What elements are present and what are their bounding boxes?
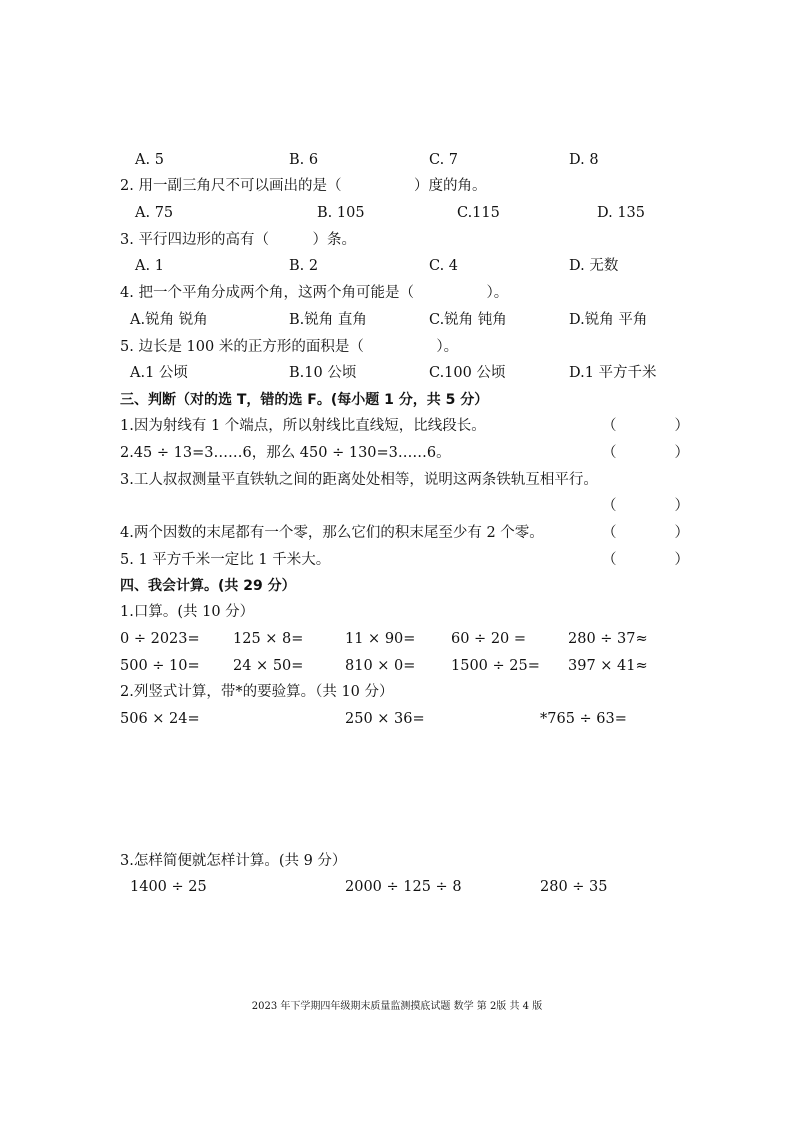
q5-option-b: B.10 公顷 [289, 365, 357, 381]
simple-calc-title: 3.怎样简便就怎样计算。(共 9 分） [120, 853, 347, 869]
oral-calc-r1-5: 280 ÷ 37≈ [568, 631, 648, 647]
vertical-calc-title: 2.列竖式计算，带*的要验算。（共 10 分） [120, 684, 394, 700]
q1-option-c: C. 7 [429, 152, 459, 168]
q2-stem: 2. 用一副三角尺不可以画出的是（ ）度的角。 [120, 178, 487, 194]
q2-option-b: B. 105 [317, 205, 365, 221]
judge-item-2: 2.45 ÷ 13=3……6，那么 450 ÷ 130=3……6。 [120, 445, 451, 461]
judge-answer-2: （ ） [602, 445, 689, 461]
oral-calc-title: 1.口算。(共 10 分） [120, 604, 255, 620]
oral-calc-r1-1: 0 ÷ 2023= [120, 631, 200, 647]
simple-calc-3: 280 ÷ 35 [540, 879, 608, 895]
q5-option-d: D.1 平方千米 [569, 365, 657, 381]
q5-option-a: A.1 公顷 [130, 365, 188, 381]
simple-calc-2: 2000 ÷ 125 ÷ 8 [345, 879, 462, 895]
vertical-calc-3: *765 ÷ 63= [540, 711, 627, 727]
section4-heading: 四、我会计算。(共 29 分） [120, 578, 296, 594]
q4-option-a: A.锐角 锐角 [130, 312, 208, 328]
oral-calc-r2-2: 24 × 50= [233, 658, 304, 674]
page-footer: 2023 年下学期四年级期末质量监测摸底试题 数学 第 2版 共 4 版 [251, 1001, 543, 1012]
judge-item-1: 1.因为射线有 1 个端点，所以射线比直线短，比线段长。 [120, 418, 486, 434]
judge-answer-1: （ ） [602, 418, 689, 434]
q1-option-b: B. 6 [289, 152, 319, 168]
judge-item-4: 4.两个因数的末尾都有一个零，那么它们的积末尾至少有 2 个零。 [120, 525, 544, 541]
judge-answer-5: （ ） [602, 552, 689, 568]
q4-option-c: C.锐角 钝角 [429, 312, 507, 328]
q3-option-c: C. 4 [429, 258, 459, 274]
q4-stem: 4. 把一个平角分成两个角，这两个角可能是（ ）。 [120, 285, 509, 301]
q3-option-a: A. 1 [135, 258, 164, 274]
oral-calc-r1-3: 11 × 90= [345, 631, 416, 647]
q2-option-c: C.115 [457, 205, 500, 221]
q4-option-d: D.锐角 平角 [569, 312, 648, 328]
q3-option-d: D. 无数 [569, 258, 619, 274]
judge-answer-4: （ ） [602, 525, 689, 541]
q5-stem: 5. 边长是 100 米的正方形的面积是（ ）。 [120, 339, 459, 355]
q3-option-b: B. 2 [289, 258, 319, 274]
q3-stem: 3. 平行四边形的高有（ ）条。 [120, 232, 356, 248]
q5-option-c: C.100 公顷 [429, 365, 506, 381]
oral-calc-r2-5: 397 × 41≈ [568, 658, 648, 674]
oral-calc-r2-4: 1500 ÷ 25= [451, 658, 540, 674]
oral-calc-r2-3: 810 × 0= [345, 658, 416, 674]
oral-calc-r1-4: 60 ÷ 20 = [451, 631, 527, 647]
oral-calc-r1-2: 125 × 8= [233, 631, 304, 647]
vertical-calc-2: 250 × 36= [345, 711, 425, 727]
judge-item-3: 3.工人叔叔测量平直铁轨之间的距离处处相等，说明这两条铁轨互相平行。 [120, 472, 598, 488]
q4-option-b: B.锐角 直角 [289, 312, 367, 328]
judge-answer-3: （ ） [602, 498, 689, 514]
q2-option-a: A. 75 [135, 205, 174, 221]
oral-calc-r2-1: 500 ÷ 10= [120, 658, 200, 674]
judge-item-5: 5. 1 平方千米一定比 1 千米大。 [120, 552, 331, 568]
q1-option-d: D. 8 [569, 152, 599, 168]
q2-option-d: D. 135 [597, 205, 646, 221]
section3-heading: 三、判断（对的选 T，错的选 F。(每小题 1 分，共 5 分） [120, 392, 489, 408]
simple-calc-1: 1400 ÷ 25 [130, 879, 207, 895]
q1-option-a: A. 5 [135, 152, 164, 168]
vertical-calc-1: 506 × 24= [120, 711, 200, 727]
